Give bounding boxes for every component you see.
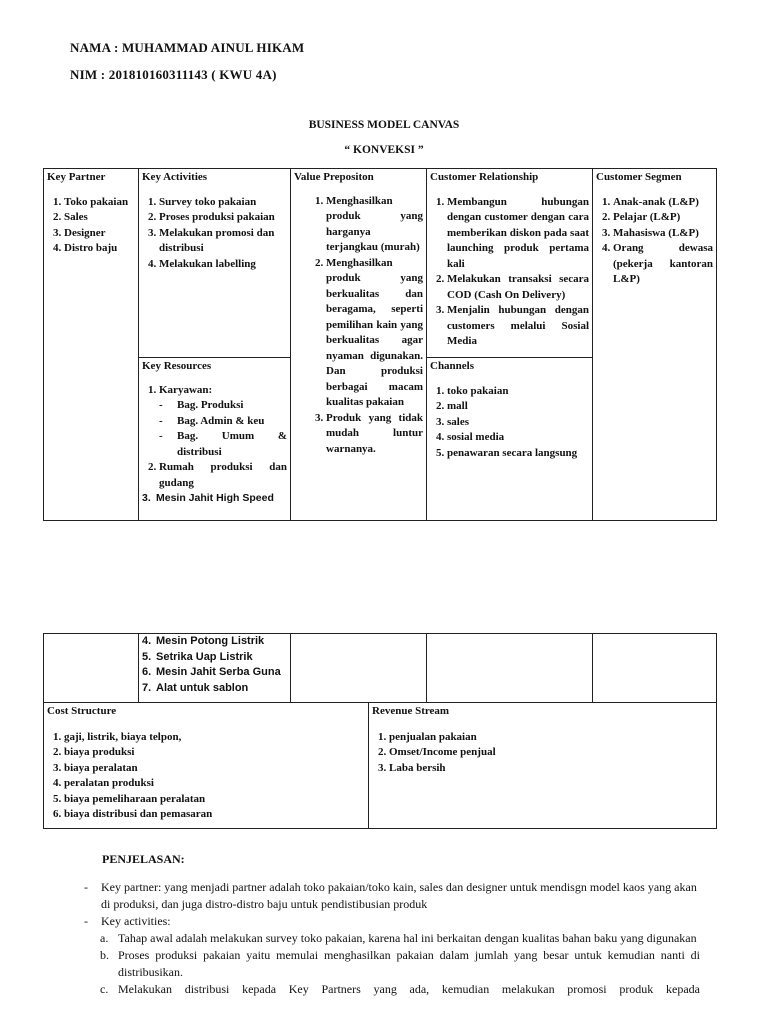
list-item: 3. Menjalin hubungan dengan customers melalui Sosial Media	[447, 303, 589, 350]
business-model-canvas	[43, 168, 717, 521]
list-item: 2. Menghasilkan produk yang berkualitas dan beragama, seperti pemilihan kain yang berkualitas agar nyaman digunakan. Dan produksi berbagai macam kualitas pakaian	[326, 256, 423, 411]
customer-relationship-heading: Customer Relationship	[430, 171, 539, 183]
key-partner-heading: Key Partner	[47, 171, 106, 183]
resource-item-text: Mesin Potong Listrik	[156, 635, 265, 647]
resource-item-number: 6.	[142, 666, 152, 678]
key-activities-cell	[139, 169, 291, 358]
value-proposition-cell	[291, 169, 427, 521]
student-nim: NIM : 201810160311143 ( KWU 4A)	[70, 67, 277, 82]
dash-bullet: -	[84, 914, 88, 928]
explanation-item-b	[84, 947, 700, 981]
karyawan-sub-list	[159, 398, 287, 460]
list-item: 3. Produk yang tidak mudah luntur warnanya.	[326, 411, 423, 458]
list-item: 5. biaya pemeliharaan peralatan	[64, 792, 365, 808]
list-item: 4. Distro baju	[64, 241, 135, 257]
student-name: NAMA : MUHAMMAD AINUL HIKAM	[70, 40, 305, 55]
customer-segment-heading: Customer Segmen	[596, 171, 682, 183]
dash-bullet: -	[84, 880, 88, 894]
value-proposition-cont-cell	[291, 634, 427, 703]
list-item: 1. penjualan pakaian	[389, 730, 713, 746]
explanation-item-a	[84, 930, 700, 947]
value-proposition-list	[308, 194, 423, 458]
cost-structure-heading: Cost Structure	[47, 705, 117, 717]
sub-list-item: - Bag. Produksi	[159, 398, 287, 414]
resource-item	[142, 665, 287, 681]
list-item: 2. Sales	[64, 210, 135, 226]
value-proposition-heading: Value Prepositon	[294, 171, 374, 183]
key-activities-heading: Key Activities	[142, 171, 208, 183]
list-item: 3. Laba bersih	[389, 761, 713, 777]
resource-item-text: Mesin Jahit High Speed	[156, 492, 274, 504]
explanation-key-partner	[84, 879, 700, 913]
explanation-item-c	[84, 981, 700, 998]
revenue-stream-cell	[369, 703, 717, 829]
item-label: a.	[100, 931, 109, 945]
item-label: b.	[100, 948, 109, 962]
item-label: c.	[100, 982, 109, 996]
key-partner-cont-cell	[44, 634, 139, 703]
list-item: 2. Pelajar (L&P)	[613, 210, 713, 226]
cost-structure-list	[47, 730, 365, 823]
list-item: 3. Mahasiswa (L&P)	[613, 226, 713, 242]
customer-relationship-list	[430, 195, 589, 350]
key-partner-list	[47, 195, 135, 257]
revenue-stream-list	[372, 730, 713, 777]
explanation-text: Melakukan distribusi kepada Key Partners yang ada, kemudian melakukan promosi produk kepada	[118, 982, 700, 996]
channels-cell	[427, 358, 593, 521]
revenue-stream-heading: Revenue Stream	[372, 705, 450, 717]
list-item: 1. Membangun hubungan dengan customer dengan cara memberikan diskon pada saat launching produk pertama kali	[447, 195, 589, 273]
key-resources-cell	[139, 358, 291, 521]
resource-item	[142, 681, 287, 697]
explanation-text: Proses produksi pakaian yaitu memulai menghasilkan pakaian dalam jumlah yang besar untuk kemudian nanti di distribusikan.	[118, 948, 700, 979]
cost-revenue-table	[43, 702, 717, 829]
explanation-key-activities	[84, 913, 700, 930]
resource-item-text: Alat untuk sablon	[156, 681, 249, 694]
resource-karyawan: Karyawan:	[159, 383, 213, 396]
customer-segment-cell	[593, 169, 717, 521]
resource-item-number: 5.	[142, 650, 152, 663]
list-item: 2. Melakukan transaksi secara COD (Cash On Delivery)	[447, 272, 589, 303]
key-resources-heading: Key Resources	[142, 360, 212, 372]
cost-structure-cell	[44, 703, 369, 829]
key-activities-list	[142, 195, 287, 273]
resource-item-number: 7.	[142, 681, 152, 694]
list-item: 1. Survey toko pakaian	[159, 195, 287, 211]
explanation-heading: PENJELASAN:	[102, 852, 185, 866]
resource-item-number: 3.	[142, 492, 151, 504]
list-item: 4. Melakukan labelling	[159, 257, 287, 273]
list-item: 2. biaya produksi	[64, 745, 365, 761]
document-title: BUSINESS MODEL CANVAS	[308, 119, 460, 131]
resource-item	[142, 634, 287, 650]
list-item: 4. peralatan produksi	[64, 776, 365, 792]
explanation-body	[84, 879, 700, 998]
list-item: 4. sosial media	[447, 430, 589, 446]
channels-cont-cell	[427, 634, 593, 703]
customer-segment-cont-cell	[593, 634, 717, 703]
list-item: 1. toko pakaian	[447, 384, 589, 400]
list-item: 2. Omset/Income penjual	[389, 745, 713, 761]
business-model-canvas-continued	[43, 633, 717, 703]
resource-item	[142, 650, 287, 666]
sub-list-item: - Bag. Admin & keu	[159, 414, 287, 430]
sub-list-item: - Bag. Umum & distribusi	[159, 429, 287, 460]
list-item: 5. penawaran secara langsung	[447, 446, 589, 462]
channels-list	[430, 384, 589, 462]
explanation-text: Tahap awal adalah melakukan survey toko pakaian, karena hal ini berkaitan dengan kualitas bahan baku yang digunakan	[118, 931, 697, 945]
resource-item-text: Mesin Jahit Serba Guna	[156, 666, 281, 678]
list-item: 2. mall	[447, 399, 589, 415]
list-item: 3. sales	[447, 415, 589, 431]
list-item: 1. Menghasilkan produk yang harganya terjangkau (murah)	[326, 194, 423, 256]
key-resources-cont-cell	[139, 634, 291, 703]
key-partner-cell	[44, 169, 139, 521]
list-item: 1. Toko pakaian	[64, 195, 135, 211]
resource-item-3	[142, 491, 287, 507]
resource-item-text: Setrika Uap Listrik	[156, 650, 253, 663]
customer-relationship-cell	[427, 169, 593, 358]
channels-heading: Channels	[430, 360, 475, 372]
explanation-text: Key activities:	[101, 914, 171, 928]
list-item: 4. Orang dewasa (pekerja kantoran L&P)	[613, 241, 713, 288]
list-item: 3. Melakukan promosi dan distribusi	[159, 226, 287, 257]
list-item: 2. Rumah produksi dan gudang	[159, 460, 287, 491]
key-resources-list	[142, 383, 287, 492]
list-item: 3. biaya peralatan	[64, 761, 365, 777]
list-item	[159, 383, 287, 461]
list-item: 3. Designer	[64, 226, 135, 242]
list-item: 1. Anak-anak (L&P)	[613, 195, 713, 211]
list-item: 6. biaya distribusi dan pemasaran	[64, 807, 365, 823]
document-subtitle: “ KONVEKSI ”	[344, 144, 424, 156]
list-item: 2. Proses produksi pakaian	[159, 210, 287, 226]
customer-segment-list	[596, 195, 713, 288]
list-item: 1. gaji, listrik, biaya telpon,	[64, 730, 365, 746]
explanation-text: Key partner: yang menjadi partner adalah toko pakaian/toko kain, sales dan designer untuk mendisgn model kaos yang akan di produksi, dan juga distro-distro baju untuk pendistibusian produk	[101, 880, 697, 911]
resource-item-number: 4.	[142, 635, 152, 647]
